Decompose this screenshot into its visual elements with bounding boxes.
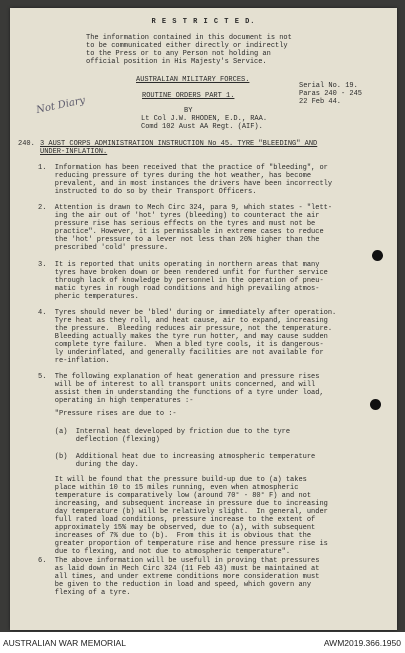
forces-heading: AUSTRALIAN MILITARY FORCES. xyxy=(136,76,250,84)
footer-accession-number: AWM2019.366.1950 xyxy=(323,638,401,648)
notice-line-1: The information contained in this document is not xyxy=(86,34,292,42)
footer-bar xyxy=(0,632,405,653)
serial-number: Serial No. 19. xyxy=(299,82,358,90)
restricted-heading: R E S T R I C T E D. xyxy=(151,18,256,26)
document-page xyxy=(10,8,397,630)
notice-line-4: official position in His Majesty's Service. xyxy=(86,58,267,66)
order-date: 22 Feb 44. xyxy=(299,98,342,106)
punch-hole-top xyxy=(372,250,383,261)
paras-range: Paras 240 - 245 xyxy=(299,90,363,98)
by-line: BY xyxy=(184,107,193,115)
paragraph-4: 4. Tyres should never be 'bled' during or immediately after operation. Tyre heat as they roll, and heat cause, air to expand, increasing the pressure. Bleeding reduces air pressure, not the temperature. Bleeding actually makes the tyre run hotter, and may cause sudden complete tyre failure. When a bled tyre cools, it is dangerous- ly underinflated, and generally facilities are not available for re-inflation. xyxy=(38,309,337,365)
command-line: Comd 102 Aust AA Regt. (AIF). xyxy=(141,123,263,131)
paragraph-1: 1. Information has been received that the practice of "bleeding", or reducing pressure of tyres during the hot weather, has become prevalent, and in most instances the drivers have been incorrectly instructed to do so by their Transport Officers. xyxy=(38,164,333,196)
paragraph-5-quote: "Pressure rises are due to :- xyxy=(38,410,177,418)
section-title-2: UNDER-INFLATION. xyxy=(40,148,108,156)
punch-hole-bottom xyxy=(370,399,381,410)
handwritten-note: Not Diary xyxy=(35,94,87,117)
commander-line: Lt Col J.W. RHODEN, E.D., RAA. xyxy=(141,115,268,123)
paragraph-3: 3. It is reported that units operating in northern areas that many tyres have broken down or been rendered unfit for further service through lack of knowledge by personnel in the operation of pneu- matic tyres in rough road conditions and high prevailing atmos- pheric temperatures. xyxy=(38,261,328,301)
orders-title: ROUTINE ORDERS PART 1. xyxy=(142,92,235,100)
paragraph-2: 2. Attention is drawn to Mech Circ 324, para 9, which states - "lett- ing the air out of 'hot' tyres (bleeding) to counteract the air pressure rise has serious effects on the tyres and must not be practice". However, it is permissable in extreme cases to reduce the 'hot' pressure to a lever not less than 20% higher than the prescribed 'cold' pressure. xyxy=(38,204,333,252)
notice-line-2: to be communicated either directly or indirectly xyxy=(86,42,288,50)
section-title-1: 3 AUST CORPS ADMINISTRATION INSTRUCTION No 45. TYRE "BLEEDING" AND xyxy=(40,140,318,148)
section-number: 240. xyxy=(18,140,35,148)
paragraph-5: 5. The following explanation of heat generation and pressure rises will be of interest to all transport units concerned, and will assist them in understanding the functions of a tyre under load, operating in high temperatures :- xyxy=(38,373,324,405)
notice-line-3: to the Press or to any Person not holding an xyxy=(86,50,271,58)
paragraph-6: 6. The above information will be usefull in proving that pressures as laid down in Mech Circ 324 (11 Feb 43) must be maintained at all times, and under extreme conditions more consideration must be given to the reduction in load and speed, which govern any flexing of a tyre. xyxy=(38,557,320,597)
paragraph-5-a: (a) Internal heat developed by friction due to the tyre deflection (flexing) xyxy=(54,428,291,444)
footer-institution: AUSTRALIAN WAR MEMORIAL xyxy=(3,638,126,648)
paragraph-5-b: (b) Additional heat due to increasing atmospheric temperature during the day. xyxy=(54,453,316,469)
paragraph-5-c: It will be found that the pressure build-up due to (a) takes place within 10 to 15 miles running, even when atmospheric temperature is comparatively low (around 70° - 80° F) and not increasing, and subsequent increase in pressure due to increasing day temperature (b) will be relatively slight. In general, under full rated load conditions, pressure increase to the extent of approximately 15% may be observed, due to (a), with subsequent increases of 7% due to (b). From this it is obvious that the greater proportion of temperature rise and hence pressure rise is due to flexing, and not due to atmospheric temperature". xyxy=(54,476,328,556)
